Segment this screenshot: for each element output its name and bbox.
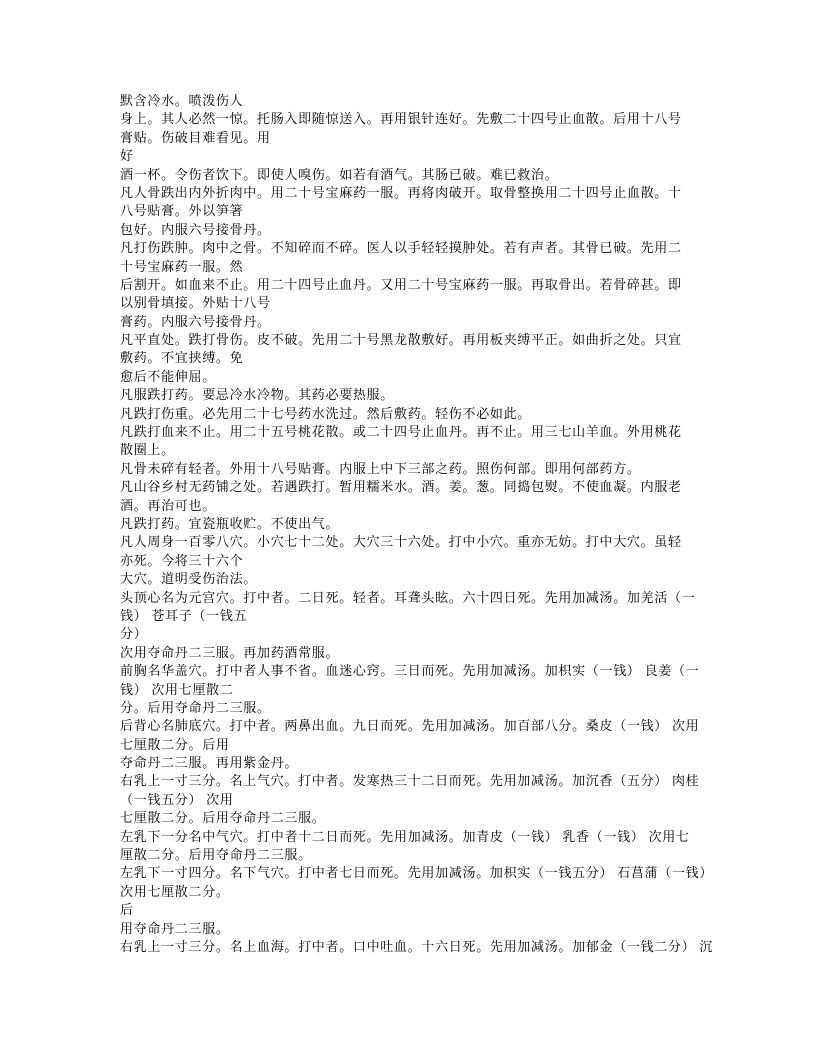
text-line: 前胸名华盖穴。打中者人事不省。血迷心窍。三日而死。先用加减汤。加枳实（一钱） 良姜（一 [120,663,700,679]
text-line: 后背心名肺底穴。打中者。两鼻出血。九日而死。先用加减汤。加百部八分。桑皮（一钱） 次用 [120,718,700,734]
text-line: 凡跌打药。宜瓷瓶收贮。不使出气。 [120,515,340,531]
text-line: 膏贴。伤破目难看见。用 [120,129,271,145]
text-line: 分。后用夺命丹二三服。 [120,699,271,715]
text-line: 右乳上一寸三分。名上气穴。打中者。发寒热三十二日而死。先用加减汤。加沉香（五分） 肉桂 [120,773,700,789]
text-line: 分） [120,626,148,642]
text-line: 凡跌打伤重。必先用二十七号药水洗过。然后敷药。轻伤不必如此。 [120,405,532,421]
text-line: 大穴。道明受伤治法。 [120,571,258,587]
text-line: 好 [120,148,134,164]
text-line: 酒一杯。令伤者饮下。即使人嗅伤。如若有酒气。其肠已破。难已救治。 [120,166,559,182]
text-line: 凡山谷乡村无药铺之处。若遇跌打。暂用糯米水。酒。姜。葱。同捣包熨。不使血凝。内服老 [120,479,682,495]
text-line: 左乳下一寸四分。名下气穴。打中者七日而死。先用加减汤。加枳实（一钱五分） 石菖蒲（一钱） [120,865,714,881]
text-line: 厘散二分。后用夺命丹二三服。 [120,847,312,863]
text-line: 凡服跌打药。要忌冷水冷物。其药必要热服。 [120,387,395,403]
text-line: 膏药。内服六号接骨丹。 [120,313,271,329]
text-line: 头顶心名为元宫穴。打中者。二日死。轻者。耳聋头眩。六十四日死。先用加减汤。加羌活（一 [120,589,696,605]
text-line: 凡人骨跌出内外折肉中。用二十号宝麻药一服。再将肉破开。取骨整换用二十四号止血散。十 [120,184,682,200]
text-line: 散圈上。 [120,442,175,458]
text-line: 愈后不能伸屈。 [120,368,216,384]
text-line: 夺命丹二三服。再用紫金丹。 [120,755,299,771]
text-line: 后 [120,902,134,918]
text-line: 默含冷水。喷泼伤人 [120,93,244,108]
document-text-block [120,92,720,956]
text-line: （一钱五分） 次用 [120,791,234,807]
text-line: 凡骨未碎有轻者。外用十八号贴膏。内服上中下三部之药。照伤何部。即用何部药方。 [120,460,641,476]
text-line: 酒。再治可也。 [120,497,216,513]
text-line: 七厘散二分。后用夺命丹二三服。 [120,810,326,826]
text-line: 凡跌打血来不止。用二十五号桃花散。或二十四号止血丹。再不止。用三七山羊血。外用桃花 [120,424,682,440]
text-line: 右乳上一寸三分。名上血海。打中者。口中吐血。十六日死。先用加减汤。加郁金（一钱二分） 沉 [120,938,714,954]
text-line: 亦死。今将三十六个 [120,552,244,568]
text-line: 凡平直处。跌打骨伤。皮不破。先用二十号黑龙散敷好。再用板夹缚平正。如曲折之处。只宜 [120,332,682,348]
text-line: 左乳下一分名中气穴。打中者十二日而死。先用加减汤。加青皮（一钱） 乳香（一钱） 次用七 [120,828,690,844]
text-line: 钱） 次用七厘散二 [120,681,234,697]
text-line: 后割开。如血来不止。用二十四号止血丹。又用二十号宝麻药一服。再取骨出。若骨碎甚。即 [120,276,682,292]
text-line: 次用夺命丹二三服。再加药酒常服。 [120,644,340,660]
text-line: 包好。内服六号接骨丹。 [120,221,271,237]
text-line: 八号贴膏。外以笋箸 [120,203,244,219]
text-line: 十号宝麻药一服。然 [120,258,244,274]
text-line: 敷药。不宜挟缚。免 [120,350,244,366]
text-line: 七厘散二分。后用 [120,736,230,752]
text-line: 次用七厘散二分。 [120,883,230,899]
text-line: 用夺命丹二三服。 [120,920,230,936]
text-line: 身上。其人必然一惊。托肠入即随惊送入。再用银针连好。先敷二十四号止血散。后用十八号 [120,111,682,127]
text-line: 以别骨填接。外贴十八号 [120,295,271,311]
text-line: 凡人周身一百零八穴。小穴七十二处。大穴三十六处。打中小穴。重亦无妨。打中大穴。虽轻 [120,534,682,550]
text-line: 凡打伤跌肿。肉中之骨。不知碎而不碎。医人以手轻轻摸肿处。若有声者。其骨已破。先用二 [120,240,682,256]
text-line: 钱） 苍耳子（一钱五 [120,607,248,623]
